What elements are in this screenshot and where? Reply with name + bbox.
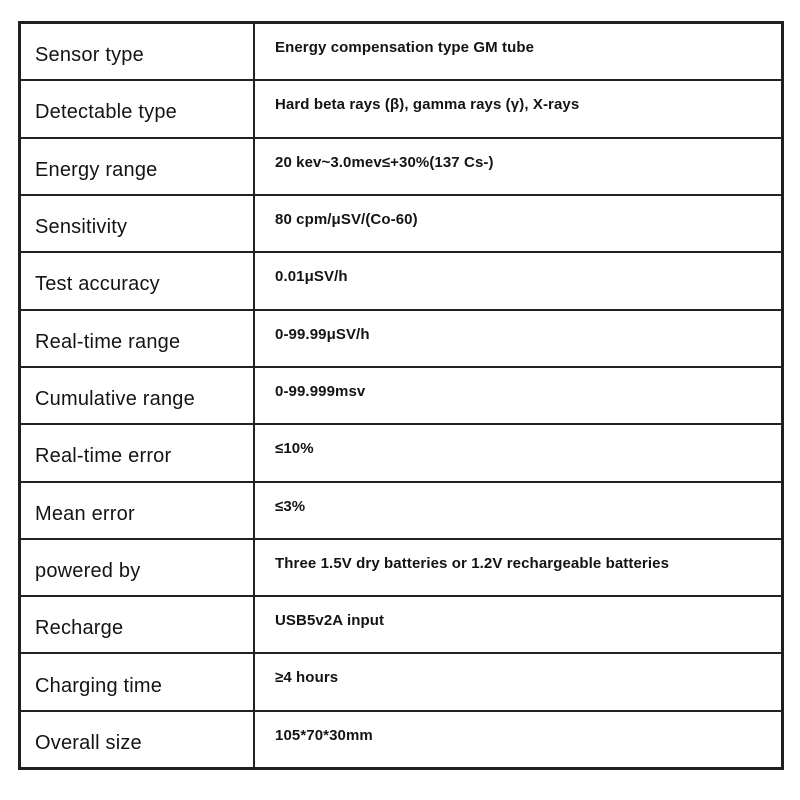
spec-label: Cumulative range [21,368,255,423]
spec-row-test-accuracy [21,253,781,310]
spec-row-mean-error [21,483,781,540]
spec-row-energy-range [21,139,781,196]
spec-row-cumulative-range [21,368,781,425]
spec-label: Detectable type [21,81,255,136]
spec-value: Energy compensation type GM tube [275,39,535,56]
spec-row-sensor-type [21,24,781,81]
spec-row-detectable-type [21,81,781,138]
spec-value: 0.01μSV/h [275,268,348,286]
spec-value: 0-99.999msv [275,382,366,400]
spec-label: Real-time range [21,311,255,366]
spec-value: Three 1.5V dry batteries or 1.2V rechargeable batteries [275,554,670,572]
spec-row-charging-time [21,654,781,711]
spec-row-real-time-error [21,425,781,482]
spec-label: Test accuracy [21,253,255,308]
spec-value: ≤3% [275,497,306,515]
spec-label: Mean error [21,483,255,538]
spec-value: 105*70*30mm [275,726,373,744]
spec-row-recharge [21,597,781,654]
spec-value: Hard beta rays (β), gamma rays (γ), X-rays [275,96,580,114]
spec-label: Energy range [21,139,255,194]
specification-table [18,21,784,770]
spec-label: Sensor type [21,24,255,79]
spec-label: Real-time error [21,425,255,480]
spec-row-sensitivity [21,196,781,253]
spec-value: 20 kev~3.0mev≤+30%(137 Cs-) [275,153,494,171]
spec-value: ≤10% [275,440,314,458]
spec-value: ≥4 hours [275,669,339,687]
spec-value: USB5v2A input [275,612,385,630]
spec-row-overall-size [21,712,781,767]
spec-label: powered by [21,540,255,595]
spec-label: Sensitivity [21,196,255,251]
spec-row-powered-by [21,540,781,597]
spec-row-real-time-range [21,311,781,368]
spec-label: Overall size [21,712,255,767]
spec-value: 0-99.99μSV/h [275,325,370,343]
spec-label: Recharge [21,597,255,652]
spec-label: Charging time [21,654,255,709]
spec-value: 80 cpm/μSV/(Co-60) [275,210,418,228]
